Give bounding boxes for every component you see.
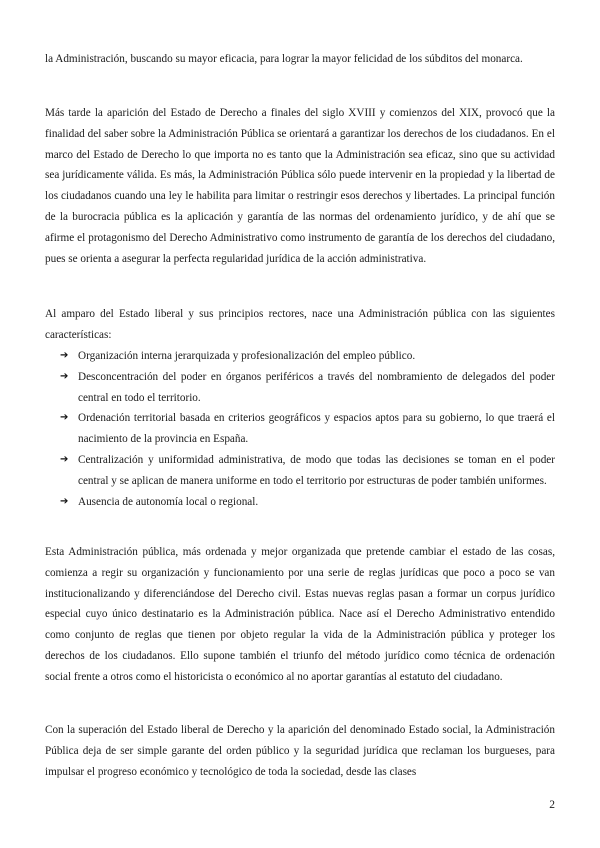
paragraph-5: Con la superación del Estado liberal de Derecho y la aparición del denominado Estado social, la Administración Pública deja de ser simple garante del orden público y la seguridad jurídica que reclaman los burgueses, para impulsar el progreso económico y tecnológico de toda la sociedad, desde las clases	[45, 724, 555, 778]
arrow-bullet-icon: ➔	[60, 412, 69, 424]
list-item-text: Centralización y uniformidad administrativa, de modo que todas las decisiones se toman en el poder central y se aplican de manera uniforme en todo el territorio por estructuras de poder también uniformes.	[78, 453, 555, 487]
list-item	[45, 492, 555, 513]
list-item-text: Ordenación territorial basada en criterios geográficos y espacios aptos para su gobierno, lo que traerá el nacimiento de la provincia en España.	[78, 412, 555, 446]
list-item-text: Organización interna jerarquizada y profesionalización del empleo público.	[78, 350, 416, 362]
page-number: 2	[549, 799, 555, 811]
paragraph-1: la Administración, buscando su mayor eficacia, para lograr la mayor felicidad de los súbditos del monarca.	[45, 53, 523, 65]
arrow-bullet-icon: ➔	[60, 350, 69, 361]
list-item-text: Ausencia de autonomía local o regional.	[78, 495, 259, 508]
list-item	[45, 450, 555, 492]
characteristics-list	[45, 346, 555, 512]
list-item	[45, 367, 555, 409]
paragraph-4: Esta Administración pública, más ordenada y mejor organizada que pretende cambiar el estado de las cosas, comienza a regir su organización y funcionamiento por una serie de reglas jurídicas que poco a poco se van institucionalizando y diferenciándose del Derecho civil. Estas nuevas reglas pasan a formar un corpus jurídico especial cuyo único destinatario es la Administración pública. Nace así el Derecho Administrativo entendido como conjunto de reglas que tienen por objeto regular la vida de la Administración pública y proteger los derechos de los ciudadanos. Ello supone también el triunfo del método jurídico como técnica de ordenación social frente a otros como el historicista o económico al no aportar garantías al estatuto del ciudadano.	[45, 546, 555, 683]
list-item	[45, 346, 555, 367]
arrow-bullet-icon: ➔	[60, 453, 69, 465]
list-item	[45, 408, 555, 450]
paragraph-2: Más tarde la aparición del Estado de Derecho a finales del siglo XVIII y comienzos del XIX, provocó que la finalidad del saber sobre la Administración Pública se orientará a garantizar los derechos de los ciudadanos. En el marco del Estado de Derecho lo que importa no es tanto que la Administración sea eficaz, sino que su actividad sea jurídicamente válida. Es más, la Administración Pública sólo puede intervenir en la propiedad y la libertad de los ciudadanos cuando una ley le habilita para limitar o restringir esos derechos y libertades. La principal función de la burocracia pública es la aplicación y garantía de las normas del ordenamiento jurídico, y de ahí que se afirme el protagonismo del Derecho Administrativo como instrumento de garantía de los derechos del ciudadano, pues se orienta a asegurar la perfecta regularidad jurídica de la acción administrativa.	[45, 107, 555, 265]
arrow-bullet-icon: ➔	[60, 495, 69, 507]
arrow-bullet-icon: ➔	[60, 370, 69, 382]
list-item-text: Desconcentración del poder en órganos periféricos a través del nombramiento de delegados del poder central en todo el territorio.	[78, 370, 555, 404]
paragraph-3: Al amparo del Estado liberal y sus principios rectores, nace una Administración pública con las siguientes características:	[45, 308, 555, 341]
